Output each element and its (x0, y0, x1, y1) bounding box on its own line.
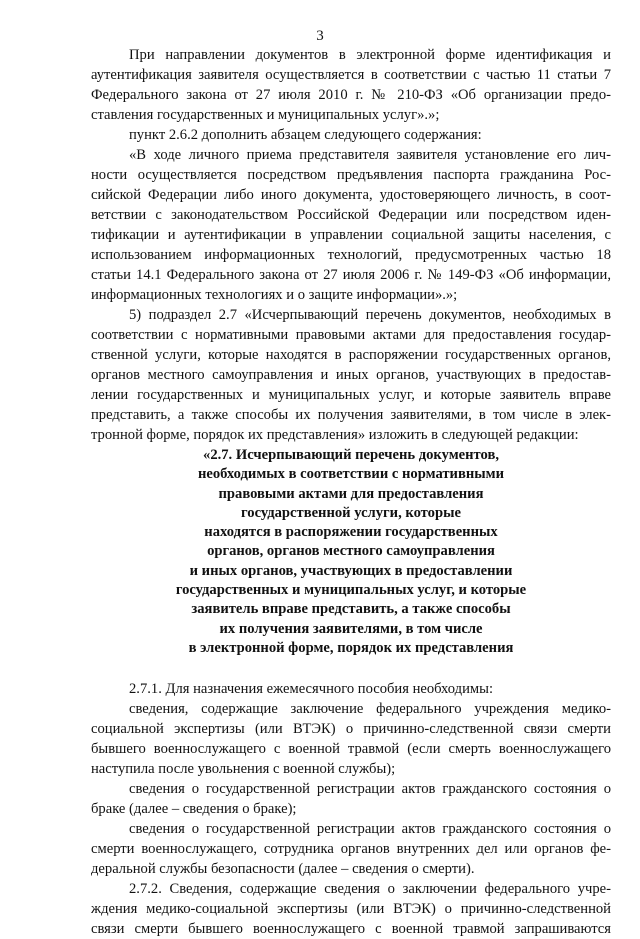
text-line: сведения, содержащие заключение федерального учреждения медико- (129, 701, 611, 718)
heading-line: «2.7. Исчерпывающий перечень документов, (203, 447, 499, 463)
heading-line: их получения заявителями, в том числе (219, 620, 483, 637)
text-block-after-heading (91, 679, 611, 939)
paragraph-electronic-identification (91, 45, 611, 125)
heading-line: заявитель вправе представить, а также способы (191, 601, 511, 618)
text-line: смерти военнослужащего, сотрудника органов внутренних дел или органов фе- (91, 841, 611, 858)
text-line: бывшего военнослужащего с военной травмой (если смерть военнослужащего (91, 741, 611, 758)
heading-line: необходимых в соответствии с нормативными (198, 466, 504, 483)
text-line: ветствии с законодательством Российской Федерации или посредством иден- (91, 207, 611, 223)
section-heading-2-7 (91, 445, 611, 679)
document-body (91, 45, 611, 939)
text-line: представить, а также способы их получения заявителями, в том числе в элек- (91, 407, 611, 423)
heading-line: правовыми актами для предоставления (218, 485, 484, 502)
text-line: соответствии с нормативными правовыми актами для предоставления государ- (91, 327, 611, 343)
text-line: аутентификация заявителя осуществляется в соответствии с частью 11 статьи 7 (91, 67, 611, 83)
heading-line: государственных и муниципальных услуг, и которые (175, 582, 527, 599)
text-line: пункт 2.6.2 дополнить абзацем следующего содержания: (129, 127, 482, 143)
heading-line: и иных органов, участвующих в предоставлении (189, 562, 513, 579)
text-line: 2.7.1. Для назначения ежемесячного пособия необходимы: (129, 681, 494, 698)
text-line: ности осуществляется посредством предъявления паспорта гражданина Рос- (91, 167, 611, 183)
text-line: сийской Федерации либо иного документа, удостоверяющего личность, в соот- (91, 187, 611, 203)
text-line: социальной экспертизы (или ВТЭК) о причинно-следственной связи смерти (91, 721, 611, 738)
paragraph-marriage-registration (91, 779, 611, 819)
heading-line: органов, органов местного самоуправления (207, 543, 495, 560)
text-line: наступила после увольнения с военной службы); (91, 761, 396, 778)
text-line: использованием информационных технологий, предусмотренных частью 18 (91, 247, 611, 263)
text-line: деральной службы безопасности (далее – сведения о смерти). (91, 861, 475, 878)
text-line: связи смерти бывшего военнослужащего с военной травмой запрашиваются (91, 921, 611, 938)
text-line: браке (далее – сведения о браке); (91, 801, 297, 818)
text-line: информационных технологиях и о защите информации».»; (91, 287, 458, 303)
page-number: 3 (316, 28, 324, 44)
paragraph-2-7-1 (91, 679, 611, 699)
paragraph-personal-reception (91, 145, 611, 305)
text-line: При направлении документов в электронной форме идентификация и (129, 47, 611, 63)
heading-line: находятся в распоряжении государственных (204, 524, 498, 541)
text-line: ждения медико-социальной экспертизы (или ВТЭК) о причинно-следственной (91, 901, 611, 918)
paragraph-clause-2-6-2 (91, 125, 611, 145)
text-line: ставления государственных и муниципальных услуг».»; (91, 107, 440, 123)
heading-line: государственной услуги, которые (241, 504, 461, 521)
text-line: лении государственных и муниципальных услуг, и которые заявитель вправе (91, 387, 611, 403)
text-line: сведения о государственной регистрации актов гражданского состояния о (129, 821, 611, 838)
paragraph-2-7-2 (91, 879, 611, 939)
text-line: Федерального закона от 27 июля 2010 г. № 210-ФЗ «Об организации предо- (91, 87, 611, 103)
text-line: «В ходе личного приема представителя заявителя установление его лич- (129, 147, 611, 163)
text-line: сведения о государственной регистрации актов гражданского состояния о (129, 781, 611, 798)
text-line: органов местного самоуправления и иных органов, участвующих в предостав- (91, 367, 611, 383)
text-line: статьи 14.1 Федерального закона от 27 июля 2006 г. № 149-ФЗ «Об информации, (91, 267, 611, 283)
text-line: ственной услуги, которые находятся в распоряжении государственных органов, (91, 347, 611, 363)
paragraph-subsection-2-7 (91, 305, 611, 445)
heading-line: в электронной форме, порядок их представления (188, 639, 514, 656)
paragraph-death-registration (91, 819, 611, 879)
text-line: тронной форме, порядок их представления» изложить в следующей редакции: (91, 427, 579, 443)
text-block-before-heading (91, 45, 611, 445)
text-line: тификации и аутентификации в управлении социальной защиты населения, с (91, 227, 611, 243)
paragraph-medical-expertise (91, 699, 611, 779)
text-line: 2.7.2. Сведения, содержащие сведения о заключении федерального учре- (129, 881, 611, 898)
text-line: 5) подраздел 2.7 «Исчерпывающий перечень документов, необходимых в (129, 307, 611, 323)
